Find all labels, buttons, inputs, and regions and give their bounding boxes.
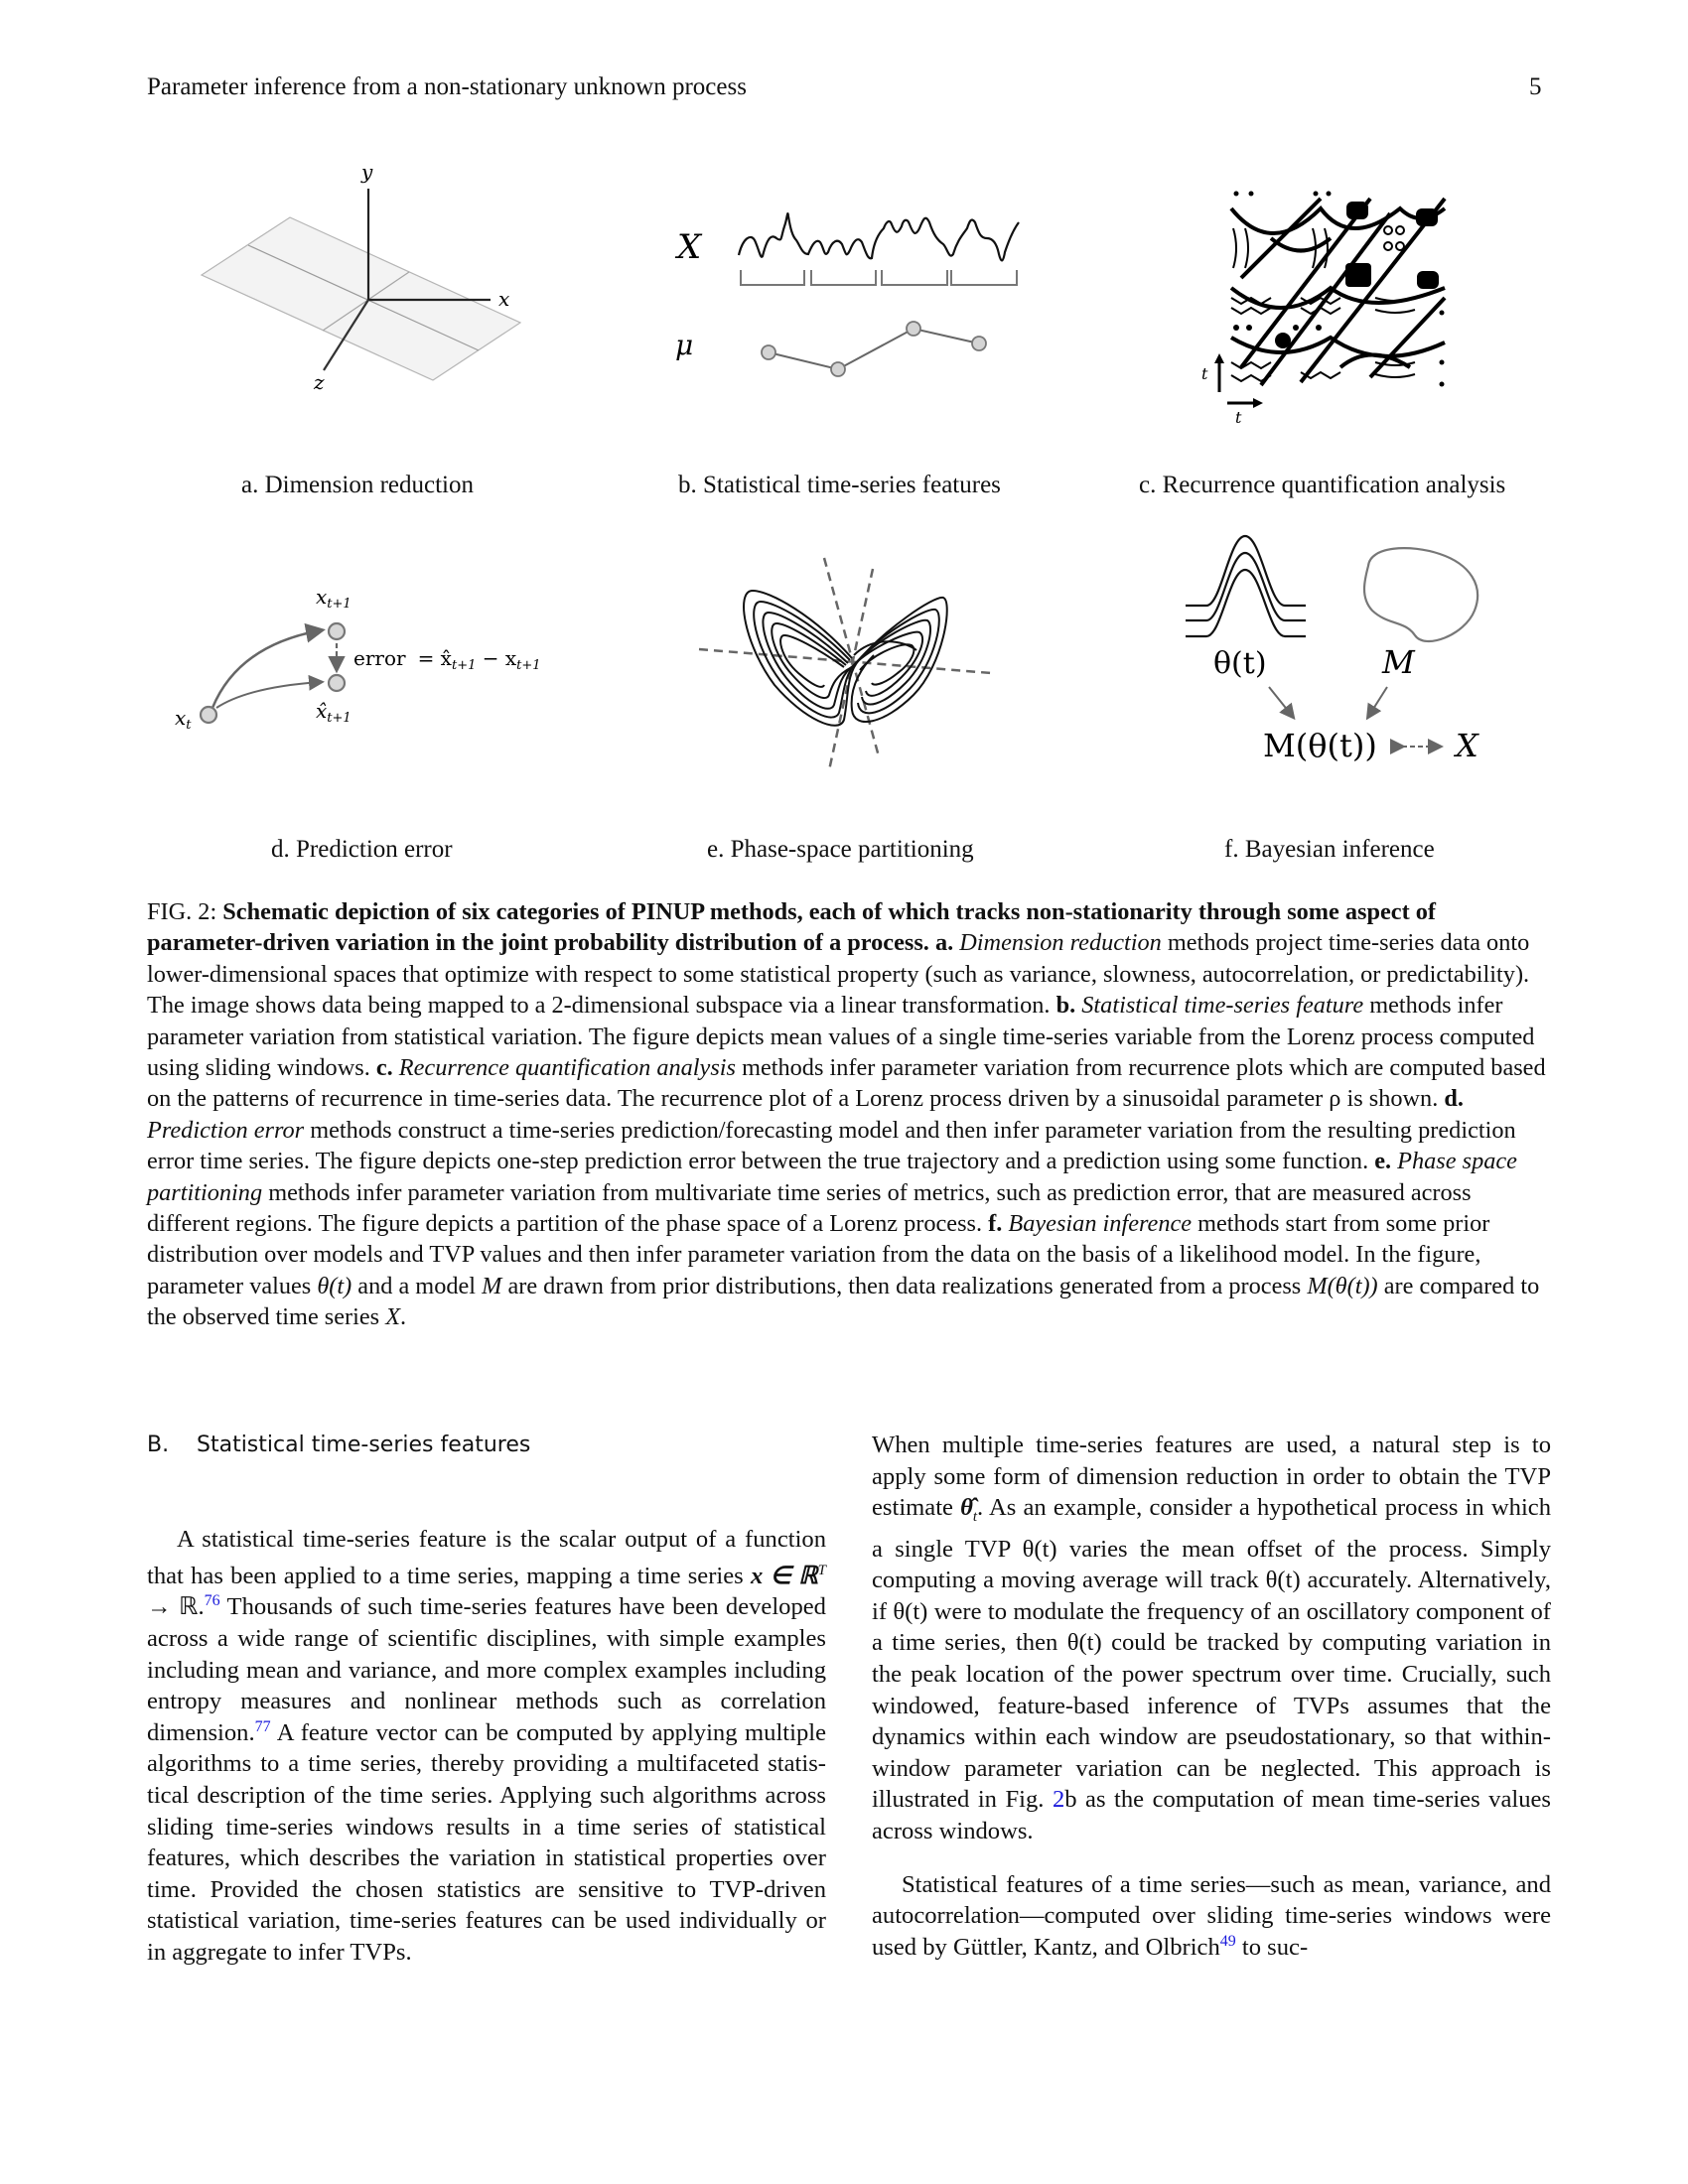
subcaption-a: a. Dimension reduction: [241, 472, 474, 498]
model-label: M: [1382, 643, 1415, 681]
attractor-trajectory: [744, 591, 947, 726]
subcaption-e: e. Phase-space partitioning: [707, 836, 974, 863]
theta-label: θ(t): [1213, 646, 1267, 681]
model-space-blob: [1364, 548, 1477, 641]
series-x-label: X: [677, 227, 702, 267]
panel-d-prediction-error-diagram: [139, 566, 596, 745]
x-hat-label: $x̂_{t+1}$: [316, 699, 352, 726]
mean-mu-label: μ: [675, 329, 694, 361]
figure-label: FIG. 2:: [147, 898, 217, 925]
model-of-theta-label: M(θ(t)): [1263, 727, 1377, 764]
xt-label: $x_t$: [175, 706, 192, 733]
prior-distribution-curves: [1186, 536, 1306, 636]
x-axis-label: x: [498, 287, 510, 311]
error-equation: error = $x̂_{t+1} - x_{t+1}$: [353, 646, 541, 673]
figure-reference-link[interactable]: 2: [1052, 1786, 1065, 1814]
paragraph: Statistical features of a time series—such as mean, variance, and autocorrelation—computed over sliding time-series windows were used by Güttler, Kantz, and Olbrich$^{49}$ to suc-: [872, 1870, 1551, 1961]
page-number: 5: [1529, 73, 1542, 100]
citation-link[interactable]: 76: [204, 1592, 220, 1610]
citation-link[interactable]: 77: [254, 1717, 271, 1735]
t-axis-label-horizontal: t: [1235, 408, 1242, 427]
caption-title: Schematic depiction of six categories of PINUP methods, each of which tracks non-stationarity through some aspect of parameter-driven variation in the joint probability distribution of a process.: [147, 898, 1436, 957]
subcaption-b: b. Statistical time-series features: [678, 472, 1001, 498]
running-title: Parameter inference from a non-stationary unknown process: [147, 73, 747, 100]
section-title: Statistical time-series features: [197, 1433, 531, 1457]
panel-f-bayesian-inference-diagram: [1152, 526, 1509, 774]
panel-c-recurrence-plot: [1172, 169, 1470, 427]
panel-a-dimension-reduction-diagram: [179, 149, 576, 407]
section-heading: [147, 1433, 530, 1457]
subcaption-f: f. Bayesian inference: [1224, 836, 1435, 863]
paragraph: A statistical time-series feature is the scalar output of a function that has been applied to a time series, mapping a time series x ∈ ℝ$^T$ → ℝ.$^{76}$ Thousands of such time-series features have been developed across a wide range of scientific disciplines, with simple examples including mean and variance, and more complex examples including entropy measures and nonlinear methods such as correlation dimension.$^{77}$ A feature vector can be computed by applying multiple algorithms to a time series, thereby providing a multifaceted statistical description of the time series. Applying such algorithms across sliding time-series windows results in a time series of statistical features, which describes the variation in statistical properties over time. Provided the chosen statistics are sensitive to TVP-driven statistical variation, time-series features can be used individually or in aggregate to infer TVPs.: [147, 1526, 827, 1966]
subcaption-c: c. Recurrence quantification analysis: [1139, 472, 1506, 498]
panel-e-lorenz-attractor-diagram: [675, 536, 1013, 794]
x-next-label: $x_{t+1}$: [316, 585, 352, 612]
paragraph: When multiple time-series features are used, a natural step is to apply some form of dimension reduction in order to obtain the TVP estimate $\thetâ_t$. As an example, consider a hypothetical process in which a single TVP θ(t) varies the mean offset of the process. Simply computing a moving average will track θ(t) accurately. Alternatively, if θ(t) were to modulate the frequency of an oscillatory component of a time series, then θ(t) could be tracked by computing variation in the peak location of the power spectrum over time. Crucially, such windowed, feature-based inference of TVPs assumes that the dynamics within each window are pseudostationary, so that within-window parameter variation can be neglected. This approach is illustrated in Fig. 2b as the computation of mean time-series values across windows.: [872, 1432, 1551, 1845]
right-column-body: [872, 1430, 1551, 1963]
t-axis-label-vertical: t: [1201, 364, 1208, 383]
panel-b-time-series-diagram: [655, 179, 1053, 397]
z-axis-label: z: [314, 370, 325, 394]
citation-link[interactable]: 49: [1219, 1932, 1236, 1950]
subcaption-d: d. Prediction error: [271, 836, 453, 863]
sliding-window-brackets: [741, 270, 1017, 285]
y-axis-label: y: [361, 160, 373, 184]
observed-x-label: X: [1456, 727, 1478, 764]
section-number: B.: [147, 1433, 170, 1457]
left-column-body: [147, 1524, 826, 1969]
time-series-x-curve: [739, 213, 1019, 260]
figure-caption: FIG. 2: Schematic depiction of six categories of PINUP methods, each of which tracks non-stationarity through some aspect of parameter-driven variation in the joint probability distribution of a process. a. Dimension reduction methods project time-series data onto lower-dimensional spaces that optimize with respect to some statistical property (such as variance, slowness, autocorrelation, or predictability). The image shows data being mapped to a 2-dimensional subspace via a linear transformation. b. Statistical time-series feature methods infer parameter variation from statistical variation. The figure depicts mean values of a single time-series variable from the Lorenz process computed using sliding windows. c. Recurrence quantification analysis methods infer parameter variation from recurrence plots which are computed based on the patterns of recurrence in time-series data. The recurrence plot of a Lorenz process driven by a sinusoidal parameter ρ is shown. d. Prediction error methods construct a time-series prediction/forecasting model and then infer parameter variation from the resulting prediction error time series. The figure depicts one-step prediction error between the true trajectory and a prediction using some function. e. Phase space partitioning methods infer parameter variation from multivariate time series of metrics, such as prediction error, that are measured across different regions. The figure depicts a partition of the phase space of a Lorenz process. f. Bayesian inference methods start from some prior distribution over models and TVP values and then infer parameter variation from the data on the basis of a likelihood model. In the figure, parameter values θ(t) and a model M are drawn from prior distributions, then data realizations generated from a process M(θ(t)) are compared to the observed time series X.: [147, 898, 1546, 1331]
